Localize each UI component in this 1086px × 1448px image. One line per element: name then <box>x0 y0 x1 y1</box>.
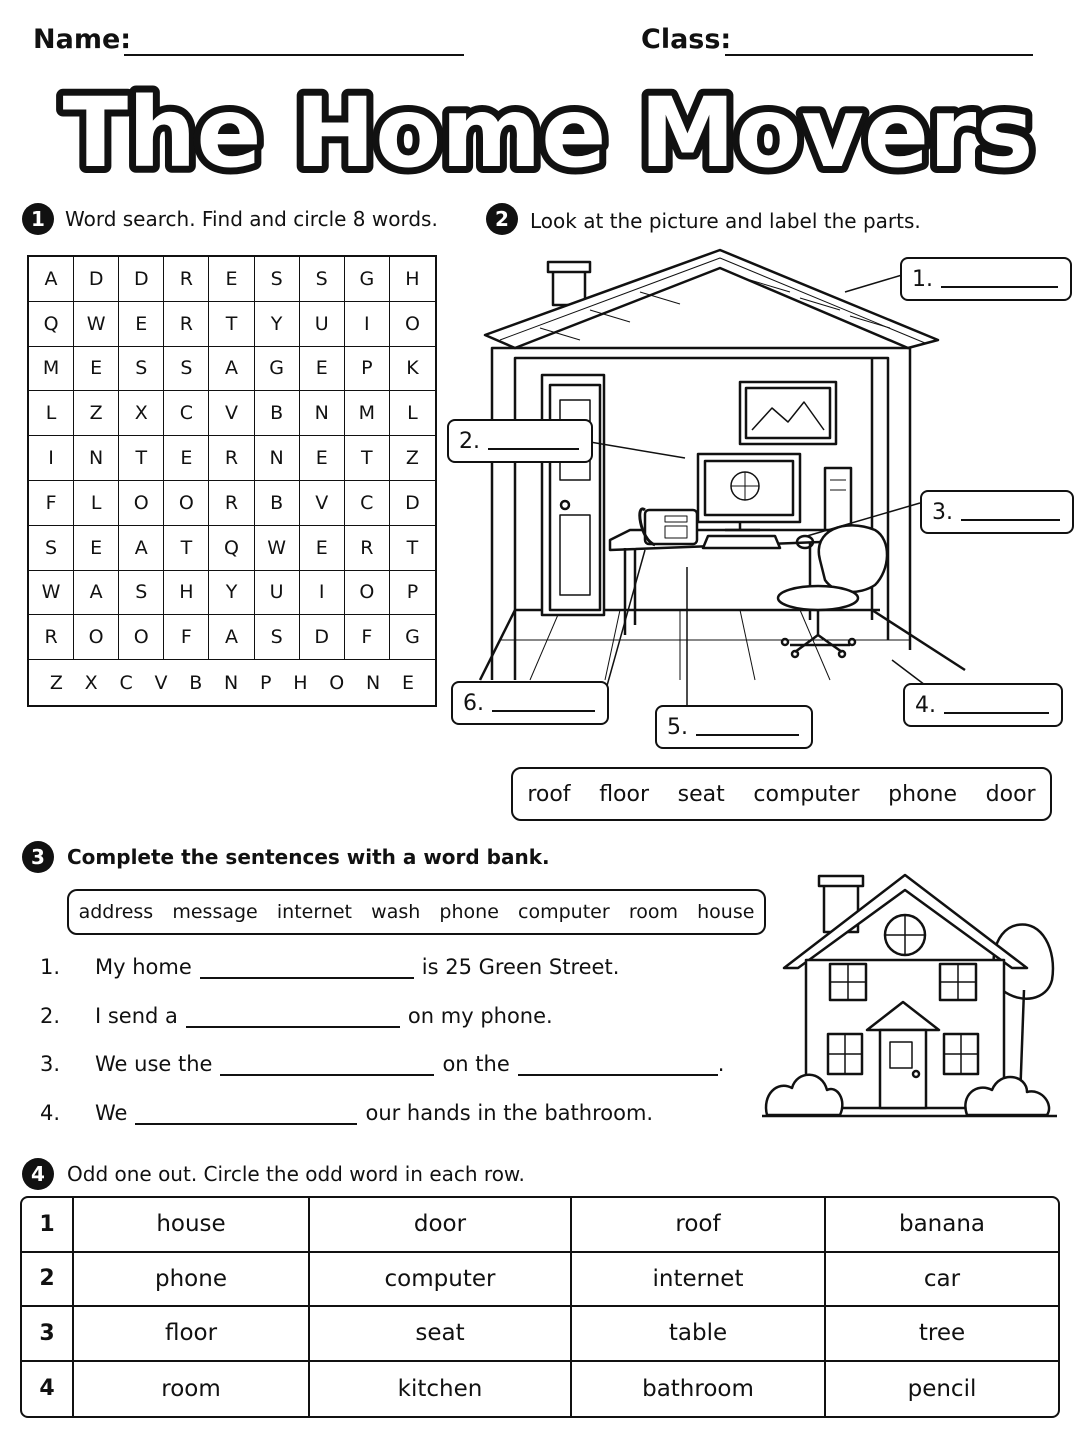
grid-letter[interactable]: L <box>29 391 74 436</box>
grid-letter[interactable]: E <box>164 436 209 481</box>
label-number-4: 4. <box>915 692 936 718</box>
sentence-text: on the <box>442 1052 510 1076</box>
sentence-text: on my phone. <box>407 1004 553 1028</box>
class-label: Class: <box>641 24 732 55</box>
label-number-6: 6. <box>463 690 484 716</box>
label-number-5: 5. <box>667 714 688 740</box>
section1-number: 1 <box>22 203 54 235</box>
grid-letter[interactable]: C <box>164 391 209 436</box>
house-illustration <box>762 870 1062 1125</box>
odd-word-cell[interactable]: room <box>74 1362 310 1417</box>
grid-letter[interactable]: T <box>390 526 435 571</box>
grid-letter[interactable]: K <box>390 347 435 392</box>
grid-letter[interactable]: R <box>209 436 254 481</box>
label-bank-word: computer <box>753 781 860 807</box>
grid-letter[interactable]: S <box>300 257 345 302</box>
label-blank-5[interactable] <box>696 718 799 736</box>
title-text: The Home Movers <box>62 77 1034 189</box>
label-bank-word: phone <box>888 781 958 807</box>
grid-letter[interactable]: C <box>345 481 390 526</box>
grid-letter[interactable]: Z <box>49 671 63 694</box>
label-word-bank <box>511 767 1052 821</box>
grid-letter[interactable]: Y <box>255 302 300 347</box>
odd-word-cell[interactable]: pencil <box>907 1375 977 1402</box>
odd-one-out-table <box>20 1196 1060 1418</box>
row-number: 3 <box>22 1307 74 1362</box>
grid-letter[interactable]: E <box>401 671 414 694</box>
sentence-4 <box>40 1101 653 1125</box>
grid-letter[interactable]: D <box>300 615 345 660</box>
grid-letter[interactable]: U <box>255 571 300 616</box>
row-number: 1 <box>22 1198 74 1253</box>
label-blank-2[interactable] <box>488 432 579 450</box>
grid-letter[interactable]: G <box>255 347 300 392</box>
odd-word-cell[interactable]: floor <box>74 1307 310 1362</box>
grid-letter[interactable]: G <box>390 615 435 660</box>
grid-letter[interactable]: R <box>164 302 209 347</box>
grid-letter[interactable]: R <box>345 526 390 571</box>
label-blank-3[interactable] <box>961 503 1060 521</box>
grid-last-row[interactable] <box>29 660 435 705</box>
odd-word-cell[interactable]: car <box>826 1253 1058 1308</box>
sentence-bank-word: house <box>697 901 755 923</box>
grid-letter[interactable]: I <box>29 436 74 481</box>
sentence-bank-word: message <box>172 901 258 923</box>
section1-instruction: Word search. Find and circle 8 words. <box>65 207 438 231</box>
grid-letter[interactable]: E <box>300 526 345 571</box>
sentence-text: My home <box>95 955 192 979</box>
label-box-2[interactable] <box>447 419 593 463</box>
sentence-text: I send a <box>95 1004 178 1028</box>
sentence-text: our hands in the bathroom. <box>365 1101 654 1125</box>
sentence-blank[interactable] <box>186 1010 400 1028</box>
section3-instruction: Complete the sentences with a word bank. <box>67 845 550 869</box>
grid-letter[interactable]: R <box>164 257 209 302</box>
grid-letter[interactable]: O <box>164 481 209 526</box>
grid-letter[interactable]: E <box>300 436 345 481</box>
grid-letter[interactable]: E <box>209 257 254 302</box>
grid-letter[interactable]: P <box>259 671 272 694</box>
sentence-blank[interactable] <box>518 1058 718 1076</box>
label-bank-word: door <box>985 781 1036 807</box>
grid-letter[interactable]: S <box>119 571 164 616</box>
grid-letter[interactable]: D <box>119 257 164 302</box>
label-box-5[interactable] <box>655 705 813 749</box>
sentence-2 <box>40 1004 553 1028</box>
grid-letter[interactable]: A <box>119 526 164 571</box>
grid-letter[interactable]: F <box>29 481 74 526</box>
label-box-3[interactable] <box>920 490 1074 534</box>
grid-letter[interactable]: B <box>255 481 300 526</box>
sentence-1 <box>40 955 619 979</box>
grid-letter[interactable]: O <box>119 481 164 526</box>
grid-letter[interactable]: S <box>119 347 164 392</box>
odd-word-cell[interactable]: bathroom <box>572 1362 826 1417</box>
worksheet-title <box>0 58 1086 198</box>
grid-letter[interactable]: O <box>74 615 119 660</box>
grid-letter[interactable]: N <box>300 391 345 436</box>
grid-letter[interactable]: P <box>390 571 435 616</box>
grid-letter[interactable]: E <box>300 347 345 392</box>
label-blank-4[interactable] <box>944 696 1049 714</box>
grid-letter[interactable]: T <box>119 436 164 481</box>
grid-letter[interactable]: Q <box>209 526 254 571</box>
grid-letter[interactable]: U <box>300 302 345 347</box>
grid-letter[interactable]: S <box>255 257 300 302</box>
grid-letter[interactable]: H <box>293 671 308 694</box>
odd-word-cell[interactable]: computer <box>310 1253 572 1308</box>
section4-instruction: Odd one out. Circle the odd word in each row. <box>67 1162 525 1186</box>
grid-letter[interactable]: N <box>74 436 119 481</box>
grid-letter[interactable]: W <box>255 526 300 571</box>
grid-letter[interactable]: D <box>390 481 435 526</box>
label-bank-word: seat <box>677 781 725 807</box>
grid-letter[interactable]: T <box>164 526 209 571</box>
sentence-number: 3. <box>40 1052 61 1076</box>
sentence-number: 4. <box>40 1101 61 1125</box>
label-number-1: 1. <box>912 266 933 292</box>
grid-letter[interactable]: B <box>255 391 300 436</box>
grid-letter[interactable]: N <box>365 671 381 694</box>
grid-letter[interactable]: A <box>209 347 254 392</box>
section2-number: 2 <box>486 203 518 235</box>
name-label: Name: <box>33 24 132 55</box>
grid-letter[interactable]: L <box>74 481 119 526</box>
grid-letter[interactable]: X <box>84 671 98 694</box>
grid-letter[interactable]: Y <box>209 571 254 616</box>
grid-letter[interactable]: O <box>329 671 345 694</box>
grid-letter[interactable]: R <box>29 615 74 660</box>
sentence-bank-word: internet <box>276 901 353 923</box>
sentence-text: We use the <box>95 1052 213 1076</box>
grid-letter[interactable]: V <box>154 671 168 694</box>
odd-word-cell[interactable]: kitchen <box>310 1362 572 1417</box>
sentence-bank-word: wash <box>371 901 421 923</box>
odd-word-cell[interactable]: tree <box>826 1307 1058 1362</box>
grid-letter[interactable]: O <box>119 615 164 660</box>
grid-letter[interactable]: V <box>300 481 345 526</box>
grid-letter[interactable]: I <box>300 571 345 616</box>
sentence-bank-word: computer <box>518 901 610 923</box>
sentence-word-bank <box>67 889 766 935</box>
grid-letter[interactable]: Z <box>74 391 119 436</box>
sentence-bank-word: phone <box>439 901 499 923</box>
grid-letter[interactable]: H <box>164 571 209 616</box>
grid-letter[interactable]: L <box>390 391 435 436</box>
name-field[interactable] <box>124 54 464 56</box>
grid-letter[interactable]: O <box>345 571 390 616</box>
section3-number: 3 <box>22 841 54 873</box>
grid-letter[interactable]: M <box>29 347 74 392</box>
grid-letter[interactable]: G <box>345 257 390 302</box>
sentence-number: 2. <box>40 1004 61 1028</box>
sentence-bank-word: address <box>78 901 154 923</box>
odd-word-cell[interactable]: table <box>572 1307 826 1362</box>
odd-word-cell[interactable]: banana <box>826 1198 1058 1253</box>
grid-letter[interactable]: S <box>29 526 74 571</box>
grid-letter[interactable]: Q <box>29 302 74 347</box>
grid-letter[interactable]: A <box>29 257 74 302</box>
odd-word-cell[interactable]: phone <box>74 1253 310 1308</box>
sentence-text: is 25 Green Street. <box>421 955 620 979</box>
section2-instruction: Look at the picture and label the parts. <box>530 209 921 233</box>
sentence-blank[interactable] <box>135 1107 357 1125</box>
grid-letter[interactable]: S <box>164 347 209 392</box>
grid-letter[interactable]: V <box>209 391 254 436</box>
grid-letter[interactable]: E <box>119 302 164 347</box>
sentence-text: We <box>95 1101 128 1125</box>
label-number-2: 2. <box>459 428 480 454</box>
sentence-blank[interactable] <box>200 961 414 979</box>
grid-letter[interactable]: X <box>119 391 164 436</box>
sentence-text: . <box>717 1052 725 1076</box>
label-bank-word: roof <box>527 781 571 807</box>
row-number: 4 <box>22 1362 74 1417</box>
grid-letter[interactable]: B <box>189 671 203 694</box>
grid-letter[interactable]: S <box>255 615 300 660</box>
grid-letter[interactable]: F <box>164 615 209 660</box>
grid-letter[interactable]: N <box>224 671 239 694</box>
grid-letter[interactable]: Z <box>390 436 435 481</box>
odd-word-cell[interactable]: door <box>310 1198 572 1253</box>
sentence-number: 1. <box>40 955 61 979</box>
grid-letter[interactable]: N <box>255 436 300 481</box>
sentence-blank[interactable] <box>220 1058 434 1076</box>
word-search-grid[interactable] <box>27 255 437 707</box>
sentence-3 <box>40 1052 724 1076</box>
grid-letter[interactable]: W <box>74 302 119 347</box>
grid-letter[interactable]: M <box>345 391 390 436</box>
grid-letter[interactable]: T <box>345 436 390 481</box>
odd-word-cell[interactable]: seat <box>310 1307 572 1362</box>
label-box-1[interactable] <box>900 257 1072 301</box>
grid-letter[interactable]: I <box>345 302 390 347</box>
row-number: 2 <box>22 1253 74 1308</box>
class-field[interactable] <box>725 54 1033 56</box>
grid-letter[interactable]: A <box>74 571 119 616</box>
grid-letter[interactable]: O <box>390 302 435 347</box>
odd-word-cell[interactable]: internet <box>572 1253 826 1308</box>
grid-letter[interactable]: R <box>209 481 254 526</box>
section4-number: 4 <box>22 1158 54 1190</box>
sentence-bank-word: room <box>628 901 678 923</box>
grid-letter[interactable]: F <box>345 615 390 660</box>
label-box-6[interactable] <box>451 681 609 725</box>
odd-word-cell[interactable]: roof <box>572 1198 826 1253</box>
grid-letter[interactable]: P <box>345 347 390 392</box>
grid-letter[interactable]: T <box>209 302 254 347</box>
grid-letter[interactable]: H <box>390 257 435 302</box>
grid-letter[interactable]: C <box>119 671 133 694</box>
odd-word-cell[interactable]: house <box>74 1198 310 1253</box>
label-bank-word: floor <box>599 781 650 807</box>
label-blank-6[interactable] <box>492 694 595 712</box>
grid-letter[interactable]: W <box>29 571 74 616</box>
label-blank-1[interactable] <box>941 270 1058 288</box>
grid-letter[interactable]: A <box>209 615 254 660</box>
label-number-3: 3. <box>932 499 953 525</box>
grid-letter[interactable]: E <box>74 347 119 392</box>
grid-letter[interactable]: E <box>74 526 119 571</box>
grid-letter[interactable]: D <box>74 257 119 302</box>
label-box-4[interactable] <box>903 683 1063 727</box>
